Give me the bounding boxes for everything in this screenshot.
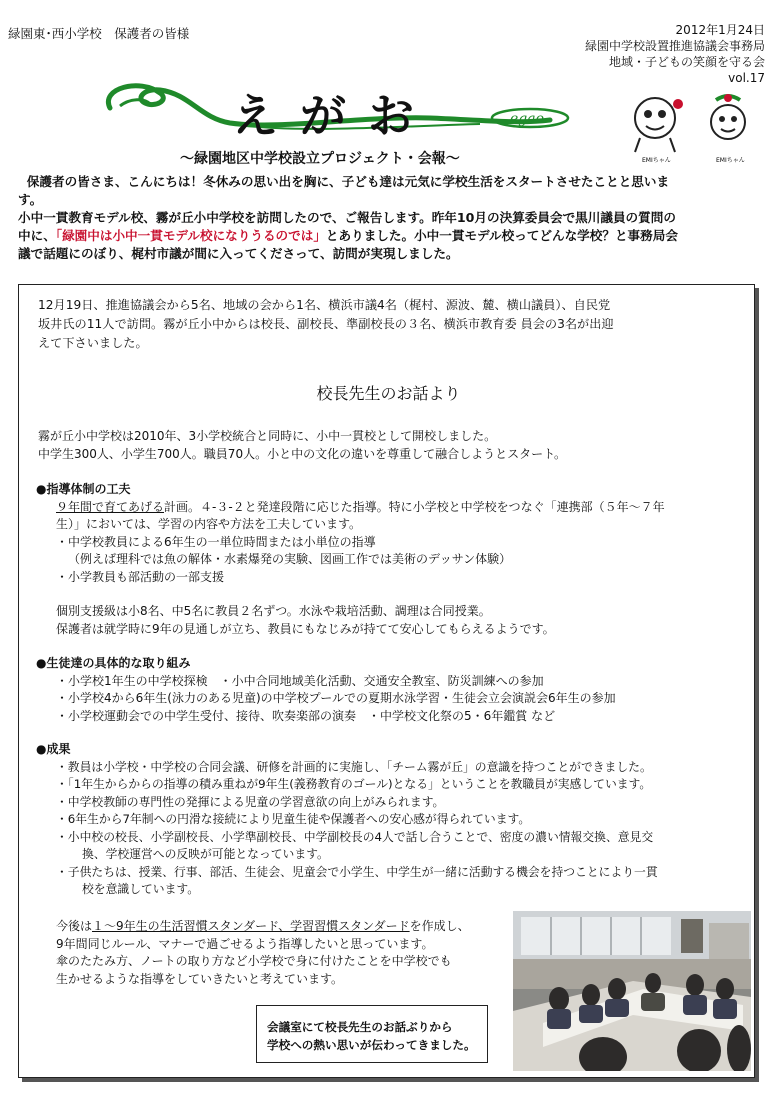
header-right-block: [585, 22, 765, 86]
guidance-section: [38, 481, 748, 638]
mascot-label-2: EMIちゃん: [716, 157, 745, 164]
overview-line-1: 霧が丘小中学校は2010年、3小学校統合と同時に、小中一貫校として開校しました。: [38, 429, 497, 443]
future-line-1-start: 今後は: [56, 919, 93, 933]
volume-number: vol.17: [728, 71, 765, 85]
intro-p2-start: 小中一貫教育モデル校、霧が丘小中学校を訪問したので、ご報告します。昨年10月の決算委員会で黒川議員の質問の中に、: [18, 210, 676, 243]
intro-text: [18, 173, 678, 263]
organization-1: 緑園中学校設置推進協議会事務局: [584, 39, 765, 53]
newsletter-title: えがお: [232, 89, 436, 143]
mascot-label-1: EMIちゃん: [642, 157, 671, 164]
guidance-line-4: （例えば理科では魚の解体・水素爆発の実験、図画工作では美術のデッサン体験）: [68, 552, 512, 566]
visit-summary: [38, 296, 748, 353]
mascot-right-icon: [711, 94, 745, 164]
intro-paragraph-2: [18, 209, 678, 263]
guidance-heading: ●指導体制の工夫: [36, 482, 131, 496]
caption-line-1: 会議室にて校長先生のお話ぶりから: [267, 1020, 453, 1034]
results-section: [38, 741, 753, 899]
results-line-7: ・子供たちは、授業、行事、部活、生徒会、児童会で小学生、中学生が一緒に活動する機会を持つことにより一貫: [56, 864, 658, 879]
results-line-6: 換、学校運営への反映が可能となっています。: [82, 847, 329, 861]
visit-line-1: 12月19日、推進協議会から5名、地域の会から1名、横浜市議4名（梶村、源波、麓、横山議員）、自民党: [38, 298, 611, 312]
issue-date: 2012年1月24日: [675, 23, 765, 37]
intro-paragraph-1: [18, 173, 678, 209]
future-plans: [56, 918, 511, 988]
initiatives-line-3: ・小学校運動会での中学生受付、接待、吹奏楽部の演奏 ・中学校文化祭の5・6年鑑賞 など: [56, 708, 556, 723]
guidance-line-1: 計画。４-３-２と発達段階に応じた指導。特に小学校と中学校をつなぐ「連携部（５年～７年: [164, 499, 665, 514]
visit-line-2: 坂井氏の11人で訪問。霧が丘小中からは校長、副校長、準副校長の３名、横浜市教育委 員会の3名が出迎: [38, 317, 614, 331]
intro-p2-end: とありました。小中一貫モデル校ってどんな学校？と事務局会議で話題にのぼり、梶村市議が間に入ってくださって、訪問が実現しました。: [18, 228, 678, 261]
future-line-4: 生かせるような指導をしていきたいと考えています。: [56, 971, 344, 986]
guidance-line-7: 保護者は就学時に9年の見通しが立ち、教員にもなじみが持てて安心してもらえるようです。: [56, 621, 555, 636]
meeting-room-photo: [513, 911, 751, 1071]
logo-script-text: egao: [510, 111, 545, 127]
guidance-underlined: ９年間で育てあげる: [56, 499, 165, 514]
results-heading: ●成果: [36, 742, 71, 756]
guidance-line-3: ・中学校教員による6年生の一単位時間または小単位の指導: [56, 534, 376, 549]
guidance-line-5: ・小学教員も部活動の一部支援: [56, 569, 225, 584]
initiatives-heading: ●生徒達の具体的な取り組み: [36, 656, 191, 670]
school-overview: [38, 428, 748, 463]
mascot-illustrations: [620, 86, 770, 164]
results-line-8: 校を意識しています。: [82, 882, 200, 896]
intro-p2-highlight: 「緑園中は小中一貫モデル校になりうるのでは」: [55, 228, 326, 243]
intro-p1-text: 保護者の皆さま、こんにちは！冬休みの思い出を胸に、子ども達は元気に学校生活をスタートさせたことと思います。: [18, 174, 670, 207]
mascot-left-icon: [635, 98, 683, 164]
results-line-5: ・小中校の校長、小学副校長、小学準副校長、中学副校長の4人で話し合うことで、密度の濃い情報交換、意見交: [56, 829, 654, 844]
results-line-1: ・教員は小学校・中学校の合同会議、研修を計画的に実施し、「チーム霧が丘」の意識を持つことができました。: [56, 759, 652, 774]
future-underlined: １～9年生の生活習慣スタンダード、学習習慣スタンダード: [92, 919, 410, 933]
photo-caption-box: [256, 1005, 488, 1063]
future-line-2: 9年間同じルール、マナーで過ごせるよう指導したいと思っています。: [56, 936, 434, 951]
results-line-2: ・「1年生からからの指導の積み重ねが9年生(義務教育のゴール)となる」ということを教職員が実感しています。: [56, 777, 652, 791]
guidance-line-2: 生）」においては、学習の内容や方法を工夫しています。: [56, 517, 362, 531]
newsletter-subtitle: ～緑園地区中学校設立プロジェクト・会報～: [180, 151, 460, 167]
recipient-line: 緑園東･西小学校 保護者の皆様: [8, 26, 190, 41]
section-title: 校長先生のお話より: [316, 384, 461, 403]
visit-line-3: えて下さいました。: [38, 336, 148, 350]
initiatives-line-2: ・小学校4から6年生(泳力のある児童)の中学校プールでの夏期水泳学習・生徒会立会演説会6年生の参加: [56, 691, 616, 705]
initiatives-section: [38, 655, 748, 725]
caption-line-2: 学校への熱い思いが伝わってきました。: [267, 1038, 476, 1052]
guidance-line-6: 個別支援級は小8名、中5名に教員２名ずつ。水泳や栽培活動、調理は合同授業。: [56, 604, 491, 618]
future-line-3: 傘のたたみ方、ノートの取り方など小学校で身に付けたことを中学校でも: [56, 954, 452, 968]
future-line-1-end: を作成し、: [409, 919, 470, 933]
results-line-3: ・中学校教師の専門性の発揮による児童の学習意欲の向上がみられます。: [56, 794, 445, 809]
organization-2: 地域・子どもの笑顔を守る会: [608, 55, 765, 69]
initiatives-line-1: ・小学校1年生の中学校探検 ・小中合同地域美化活動、交通安全教室、防災訓練への参加: [56, 673, 544, 688]
overview-line-2: 中学生300人、小学生700人。職員70人。小と中の文化の違いを尊重して融合しようとスタート。: [38, 446, 567, 461]
results-line-4: ・6年生から7年制への円滑な接続により児童生徒や保護者への安心感が得られています。: [56, 812, 531, 826]
